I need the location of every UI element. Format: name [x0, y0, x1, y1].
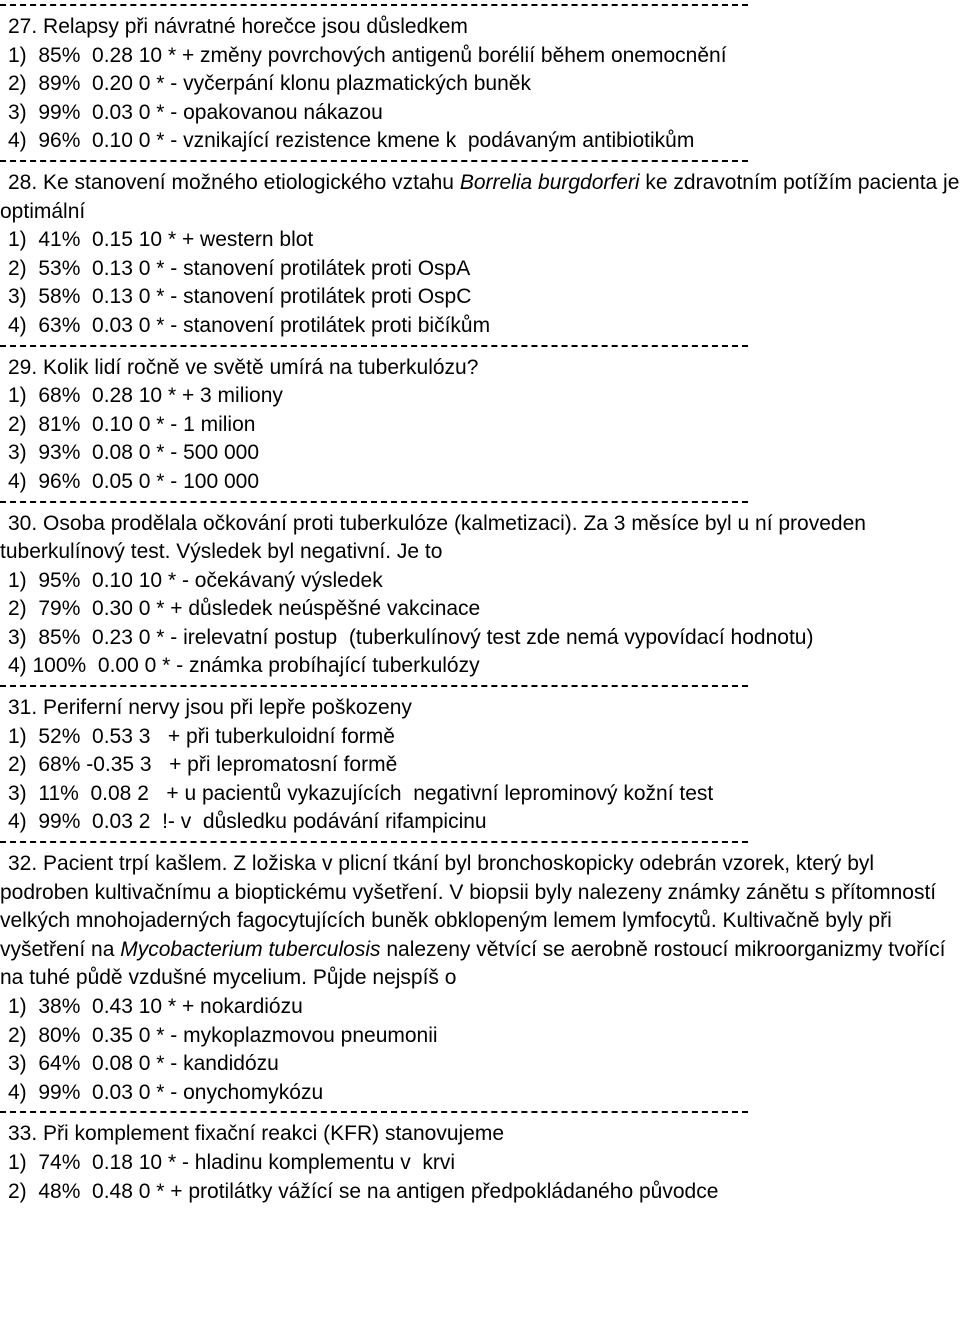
question-stem — [0, 850, 960, 993]
question-31 — [0, 694, 960, 837]
question-28 — [0, 169, 960, 341]
answer-option: 3) 93% 0.08 0 * - 500 000 — [8, 441, 260, 465]
separator-line — [0, 681, 960, 693]
stem-text: nalezeny větvící se aerobně rostoucí mikroorganizmy tvořící na tuhé půdě vzdušné mycelium. Půjde nejspíš o — [0, 937, 946, 990]
question-30 — [0, 510, 960, 682]
answer-option: 4) 99% 0.03 2 !- v důsledku podávání rifampicinu — [8, 810, 487, 834]
question-stem: 29. Kolik lidí ročně ve světě umírá na tuberkulózu? — [8, 355, 479, 379]
answer-option: 3) 64% 0.08 0 * - kandidózu — [8, 1052, 279, 1076]
answer-option: 2) 68% -0.35 3 + při lepromatosní formě — [8, 753, 398, 777]
separator-line — [0, 497, 960, 509]
question-33 — [0, 1120, 960, 1206]
answer-option: 3) 11% 0.08 2 + u pacientů vykazujících negativní leprominový kožní test — [8, 781, 714, 805]
question-32 — [0, 850, 960, 1107]
answer-option: 2) 79% 0.30 0 * + důsledek neúspěšné vakcinace — [8, 597, 481, 621]
answer-option: 3) 58% 0.13 0 * - stanovení protilátek proti OspC — [8, 285, 472, 309]
question-stem: 27. Relapsy při návratné horečce jsou důsledkem — [8, 15, 468, 38]
question-29 — [0, 354, 960, 497]
answer-option: 3) 99% 0.03 0 * - opakovanou nákazou — [8, 100, 383, 124]
answer-option: 4) 63% 0.03 0 * - stanovení protilátek proti bičíkům — [8, 313, 491, 337]
answer-option: 1) 52% 0.53 3 + při tuberkuloidní formě — [8, 724, 395, 748]
stem-text: ke zdravotním potížím pacienta je optimální — [0, 170, 960, 223]
separator-line — [0, 0, 960, 12]
answer-option: 1) 38% 0.43 10 * + nokardiózu — [8, 995, 303, 1018]
stem-text: 28. Ke stanovení možného etiologického vztahu — [8, 170, 460, 194]
answer-option: 1) 74% 0.18 10 * - hladinu komplementu v krvi — [8, 1150, 456, 1174]
separator-line — [0, 837, 960, 849]
answer-option: 4) 99% 0.03 0 * - onychomykózu — [8, 1080, 324, 1104]
answer-option: 2) 80% 0.35 0 * - mykoplazmovou pneumonii — [8, 1023, 438, 1047]
answer-option: 1) 68% 0.28 10 * + 3 miliony — [8, 384, 283, 408]
answer-option: 2) 89% 0.20 0 * - vyčerpání klonu plazmatických buněk — [8, 72, 531, 96]
answer-option: 1) 85% 0.28 10 * + změny povrchových antigenů borélií během onemocnění — [8, 43, 727, 67]
separator-line — [0, 1107, 960, 1119]
answer-option: 3) 85% 0.23 0 * - irelevatní postup (tuberkulínový test zde nemá vypovídací hodnotu) — [8, 625, 814, 649]
answer-option: 2) 53% 0.13 0 * - stanovení protilátek proti OspA — [8, 256, 471, 280]
answer-option: 1) 41% 0.15 10 * + western blot — [8, 228, 314, 252]
answer-option: 2) 48% 0.48 0 * + protilátky vážící se na antigen předpokládaného původce — [8, 1179, 719, 1203]
question-stem: 33. Při komplement fixační reakci (KFR) stanovujeme — [8, 1122, 505, 1146]
answer-option: 4) 100% 0.00 0 * - známka probíhající tuberkulózy — [8, 654, 480, 678]
separator-line — [0, 341, 960, 353]
answer-option: 4) 96% 0.05 0 * - 100 000 — [8, 469, 260, 493]
question-stem — [0, 169, 960, 226]
answer-option: 4) 96% 0.10 0 * - vznikající rezistence kmene k podávaným antibiotikům — [8, 129, 695, 153]
question-27 — [0, 13, 960, 156]
stem-text: 32. Pacient trpí kašlem. Z ložiska v plicní tkání byl bronchoskopicky odebrán vzorek, který byl podroben kultivačnímu a bioptickému vyšetření. V biopsii byly nalezeny známky zánětu s přítomností velkých mnohojaderných fagocytujících buněk obklopeným lemem lymfocytů. Kultivačně byly při vyšetření na — [0, 852, 937, 961]
answer-option: 2) 81% 0.10 0 * - 1 milion — [8, 412, 256, 436]
separator-line — [0, 156, 960, 168]
organism-name: Mycobacterium tuberculosis — [120, 937, 381, 961]
question-stem: 31. Periferní nervy jsou při lepře poškozeny — [8, 696, 412, 720]
answer-option: 1) 95% 0.10 10 * - očekávaný výsledek — [8, 568, 383, 592]
organism-name: Borrelia burgdorferi — [459, 170, 640, 194]
question-stem: 30. Osoba prodělala očkování proti tuberkulóze (kalmetizaci). Za 3 měsíce byl u ní proveden tuberkulínový test. Výsledek byl negativní. Je to — [0, 511, 866, 564]
